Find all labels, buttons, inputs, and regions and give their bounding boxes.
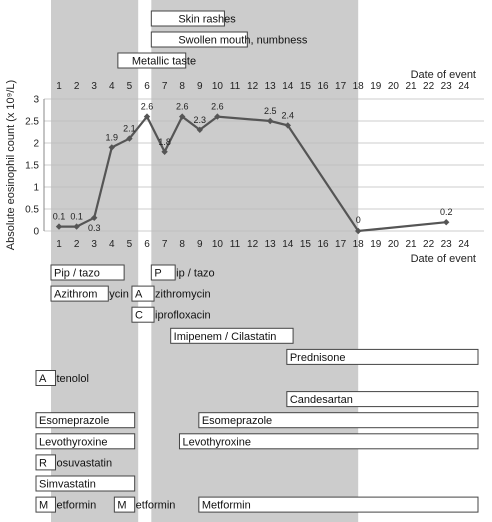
data-label-8: 2.3 [193,114,207,125]
medication-label-6: Prednisone [289,351,346,364]
medication-label-17: Metformin [201,499,251,512]
x-tick-top-10: 10 [211,81,223,92]
medication-label-14: Simvastatin [39,478,96,491]
x-tick-bottom-1: 1 [56,239,62,250]
data-label-12: 0 [355,215,361,225]
x-tick-bottom-12: 12 [247,239,259,250]
data-label-3: 1.9 [105,132,119,143]
y-tick-label-3: 1.5 [25,160,39,172]
medication-label-tail-15: etformin [56,499,97,512]
medication-label-12: Levothyroxine [182,436,251,449]
medication-label-tail-1: ip / tazo [176,267,215,280]
x-tick-bottom-20: 20 [387,239,399,250]
x-tick-top-9: 9 [197,81,203,92]
medication-label-7: A [39,373,47,385]
data-label-11: 2.4 [281,110,295,121]
x-tick-bottom-13: 13 [264,239,276,250]
medication-label-4: C [134,309,143,322]
x-tick-top-17: 17 [335,81,347,92]
x-tick-top-12: 12 [247,81,259,92]
data-label-10: 2.5 [263,106,277,116]
data-label-0: 0.1 [52,211,66,222]
data-label-6: 1.8 [158,136,171,147]
x-tick-bottom-22: 22 [423,239,435,250]
x-tick-top-1: 1 [56,81,62,92]
y-axis-title: Absolute eosinophil count (x 10⁹/L) [5,79,17,251]
medication-label-9: Esomeprazole [39,415,110,428]
x-tick-top-6: 6 [144,81,150,92]
data-point-13 [443,219,449,225]
x-tick-top-15: 15 [299,81,311,92]
data-label-9: 2.6 [211,101,224,112]
medication-label-15: M [39,499,49,512]
x-tick-bottom-21: 21 [405,239,417,250]
symptom-label-0: Skin rashes [178,13,236,26]
x-tick-top-11: 11 [229,81,241,92]
x-tick-top-7: 7 [161,81,168,92]
medication-label-11: Levothyroxine [39,436,108,449]
x-tick-top-22: 22 [423,81,435,92]
medication-label-2: Azithrom [54,288,98,301]
y-tick-label-4: 2 [33,138,39,150]
y-tick-label-6: 3 [33,94,39,106]
x-axis-title-bottom: Date of event [410,253,476,265]
data-label-2: 0.3 [87,222,101,233]
y-axis [25,95,44,238]
x-tick-top-21: 21 [405,81,417,92]
data-label-7: 2.6 [175,101,189,112]
medication-label-tail-4: iprofloxacin [155,309,211,322]
x-tick-top-4: 4 [109,81,115,92]
x-tick-top-20: 20 [387,81,399,92]
data-label-1: 0.1 [70,211,83,222]
medication-label-8: Candesartan [289,394,353,407]
medication-label-tail-13: osuvastatin [56,457,113,470]
x-tick-bottom-9: 9 [197,239,203,250]
symptom-label-2: Metallic taste [131,55,197,68]
x-tick-bottom-5: 5 [126,239,133,250]
x-tick-bottom-16: 16 [317,239,329,250]
data-label-5: 2.6 [140,101,154,112]
x-tick-top-19: 19 [370,81,382,92]
x-tick-bottom-8: 8 [179,239,185,250]
x-tick-bottom-19: 19 [370,239,382,250]
x-tick-bottom-18: 18 [352,239,364,250]
y-tick-label-1: 0.5 [25,204,39,216]
x-tick-top-3: 3 [91,81,97,92]
x-tick-bottom-11: 11 [229,239,241,250]
x-tick-top-5: 5 [126,81,133,92]
x-tick-bottom-2: 2 [73,239,80,250]
x-tick-bottom-17: 17 [335,239,347,250]
symptom-label-1: Swollen mouth, numbness [178,34,308,47]
y-tick-label-0: 0 [33,226,39,238]
medication-label-16: M [117,499,127,512]
medication-label-10: Esomeprazole [201,415,273,428]
x-axis-title-top: Date of event [410,69,476,81]
x-tick-top-2: 2 [73,81,80,92]
data-label-13: 0.2 [439,207,453,218]
medication-label-1: P [154,267,162,280]
y-tick-label-2: 1 [33,182,39,194]
x-tick-bottom-3: 3 [91,239,97,250]
x-tick-bottom-7: 7 [161,239,168,250]
medication-label-tail-16: etformin [135,499,176,512]
x-tick-bottom-6: 6 [144,239,150,250]
x-tick-bottom-23: 23 [440,239,452,250]
medication-label-tail-2: ycin [109,288,129,301]
x-tick-bottom-14: 14 [282,239,294,250]
x-tick-top-16: 16 [317,81,329,92]
medication-label-5: Imipenem / Cilastatin [173,330,277,343]
x-tick-top-23: 23 [440,81,452,92]
x-tick-bottom-4: 4 [109,239,115,250]
x-tick-top-24: 24 [458,81,470,92]
medication-label-3: A [134,288,143,301]
x-tick-bottom-10: 10 [211,239,223,250]
data-label-4: 2.1 [123,123,136,134]
medication-label-tail-3: zithromycin [155,288,211,301]
medication-label-13: R [39,457,47,470]
x-tick-top-8: 8 [179,81,185,92]
x-tick-bottom-15: 15 [299,239,311,250]
x-tick-top-13: 13 [264,81,276,92]
x-tick-top-14: 14 [282,81,294,92]
y-tick-label-5: 2.5 [25,116,39,128]
medication-label-tail-7: tenolol [56,373,89,385]
x-tick-bottom-24: 24 [458,239,470,250]
medication-label-0: Pip / tazo [54,267,100,280]
x-tick-top-18: 18 [352,81,364,92]
